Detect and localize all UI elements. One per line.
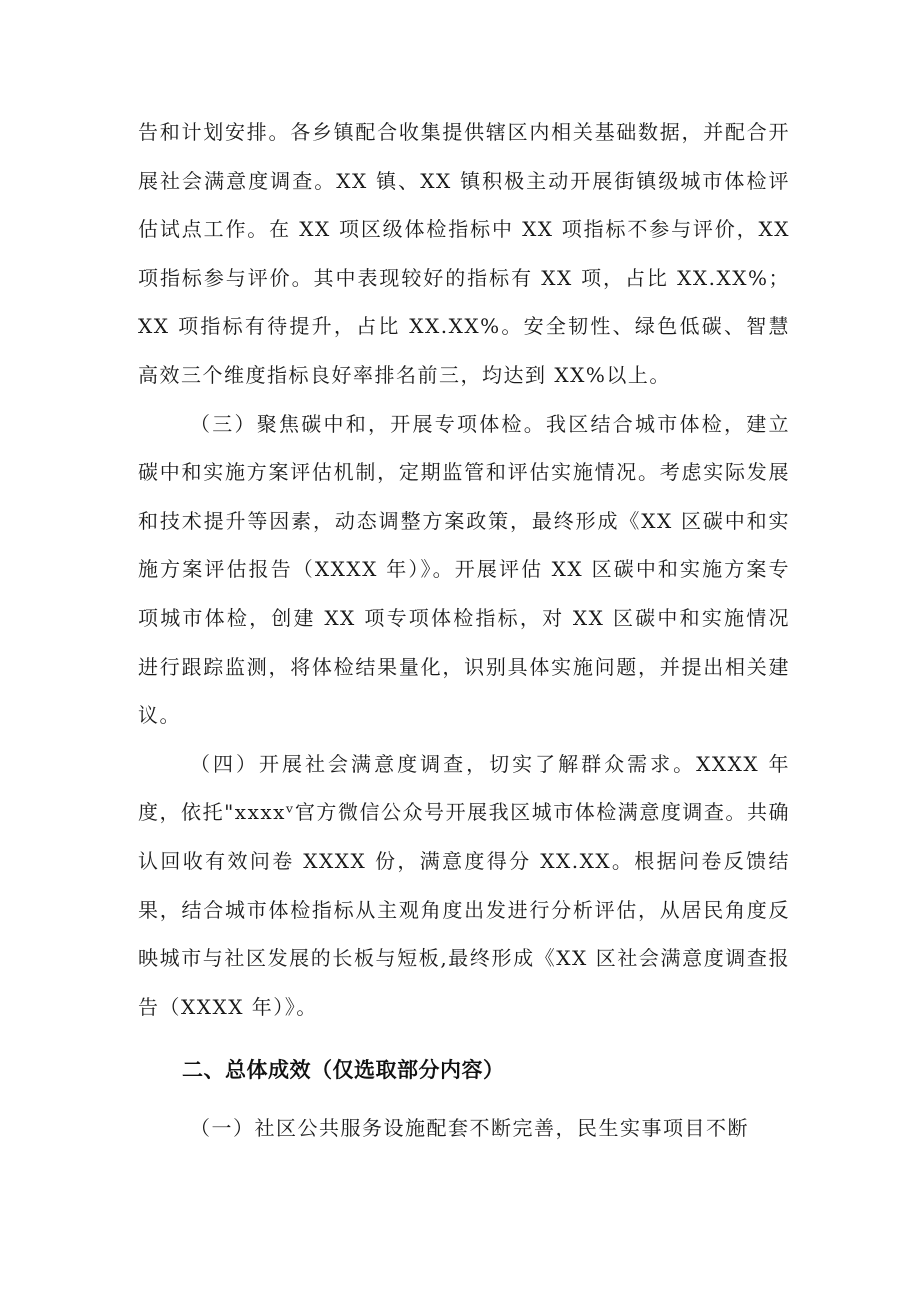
paragraph-section-4: （四）开展社会满意度调查，切实了解群众需求。XXXX 年度，依托"xxxxᵛ官方微信公众号开展我区城市体检满意度调查。共确认回收有效问卷 XXXX 份，满意度得分 XX.XX。根据问卷反馈结果，结合城市体检指标从主观角度出发进行分析评估，从居民角度反映城市与社区发展的长板与短板,最终形成《XX 区社会满意度调查报告（XXXX 年）》。 bbox=[138, 751, 790, 1019]
paragraph-section-3: （三）聚焦碳中和，开展专项体检。我区结合城市体检，建立碳中和实施方案评估机制，定期监管和评估实施情况。考虑实际发展和技术提升等因素，动态调整方案政策，最终形成《XX 区碳中和实施方案评估报告（XXXX 年）》。开展评估 XX 区碳中和实施方案专项城市体检，创建 XX 项专项体检指标，对 XX 区碳中和实施情况进行跟踪监测，将体检结果量化，识别具体实施问题，并提出相关建议。 bbox=[138, 411, 790, 728]
section-heading: 二、总体成效（仅选取部分内容） bbox=[182, 1058, 505, 1083]
document-body bbox=[138, 108, 790, 1153]
paragraph-subsection-1: （一）社区公共服务设施配套不断完善，民生实事项目不断 bbox=[190, 1116, 749, 1141]
paragraph-continuation: 告和计划安排。各乡镇配合收集提供辖区内相关基础数据，并配合开展社会满意度调查。XX 镇、XX 镇积极主动开展街镇级城市体检评估试点工作。在 XX 项区级体检指标中 XX 项指标不参与评价，XX 项指标参与评价。其中表现较好的指标有 XX 项，占比 XX.XX%；XX 项指标有待提升，占比 XX.XX%。安全韧性、绿色低碳、智慧高效三个维度指标良好率排名前三，均达到 XX%以上。 bbox=[138, 120, 790, 387]
